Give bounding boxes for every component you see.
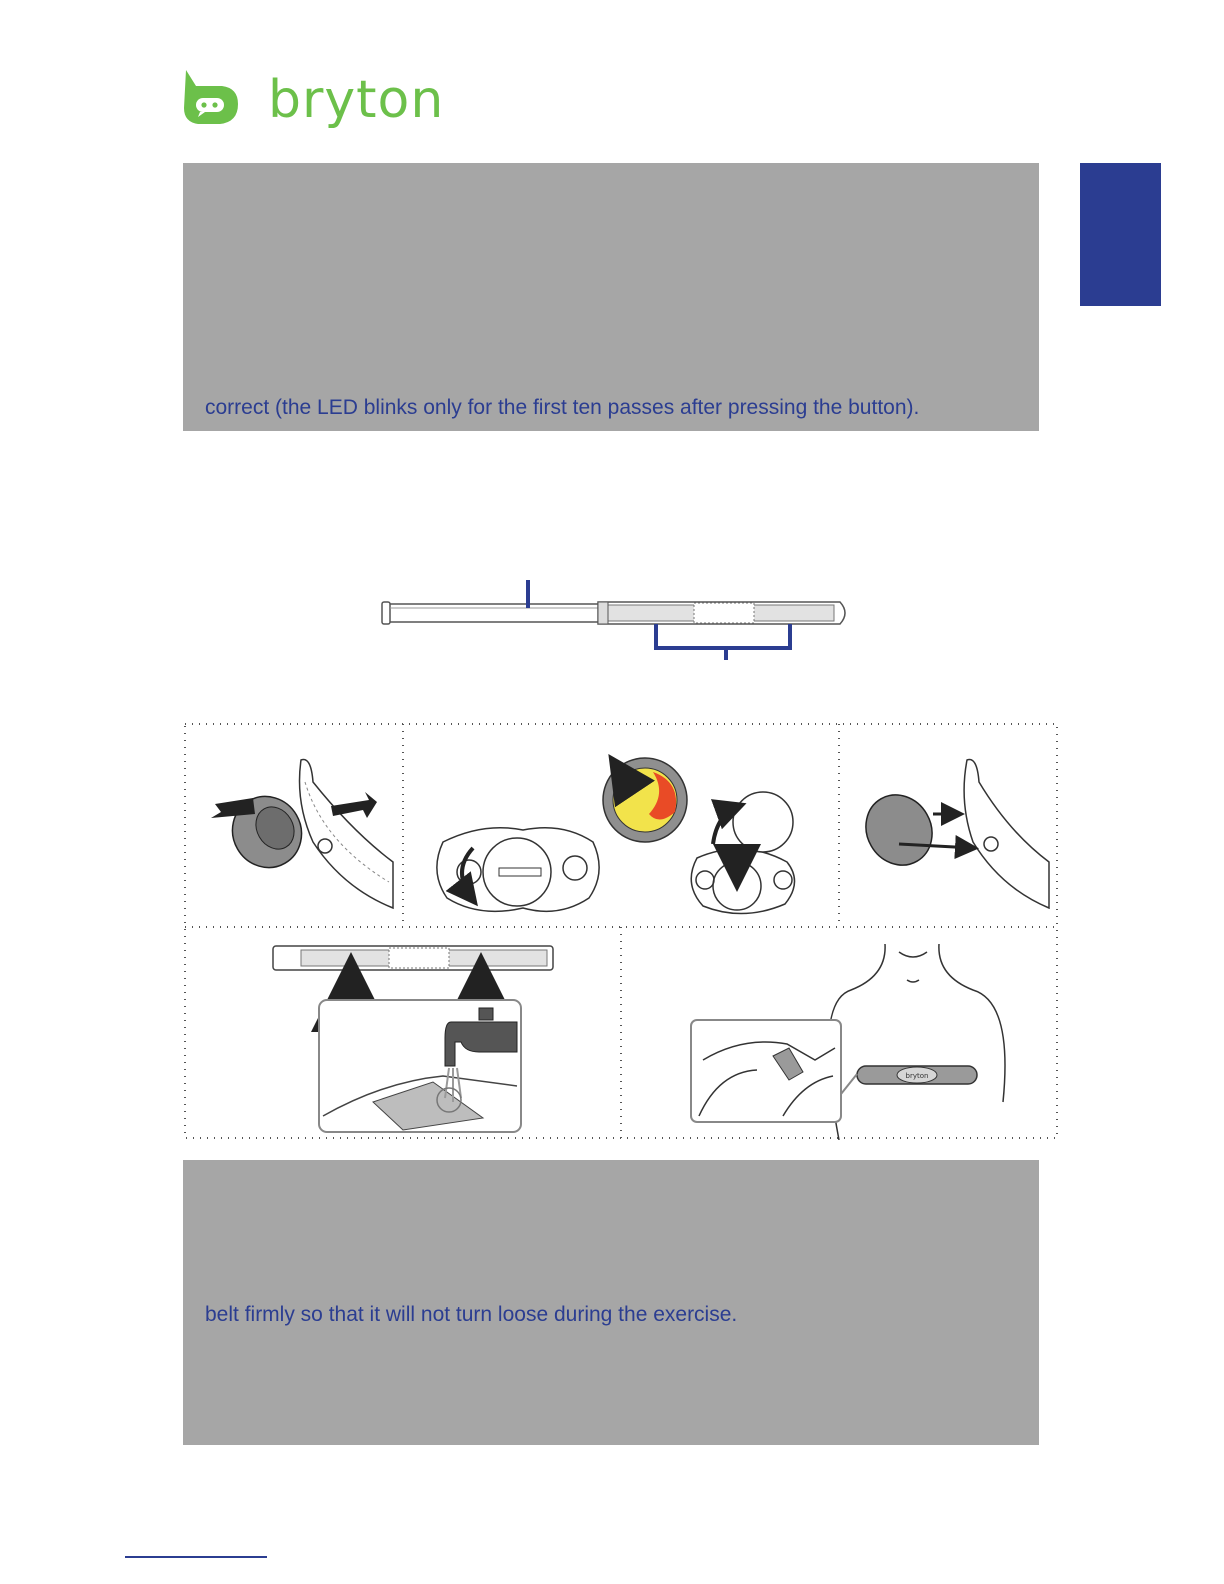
footer-rule — [125, 1556, 267, 1558]
top-note-text: correct (the LED blinks only for the first ten passes after pressing the button). — [205, 396, 920, 419]
bryton-logo-icon — [182, 68, 240, 126]
heart-rate-strap-diagram — [380, 576, 850, 668]
top-note-panel — [183, 163, 1039, 431]
step-open-battery-cover — [437, 758, 795, 914]
bottom-note-text: belt firmly so that it will not turn loose during the exercise. — [205, 1303, 738, 1326]
chapter-side-tab — [1080, 163, 1161, 306]
step-wet-electrodes — [273, 946, 553, 1132]
usage-steps-illustration — [183, 722, 1059, 1140]
step-attach-sensor — [853, 759, 1049, 908]
step-wear-strap — [691, 944, 1005, 1140]
bottom-note-panel — [183, 1160, 1039, 1445]
brand-wordmark: bryton — [268, 70, 445, 130]
strap-logo-text: bryton — [905, 1072, 929, 1080]
step-detach-sensor — [211, 759, 393, 908]
bryton-logo — [182, 66, 452, 134]
